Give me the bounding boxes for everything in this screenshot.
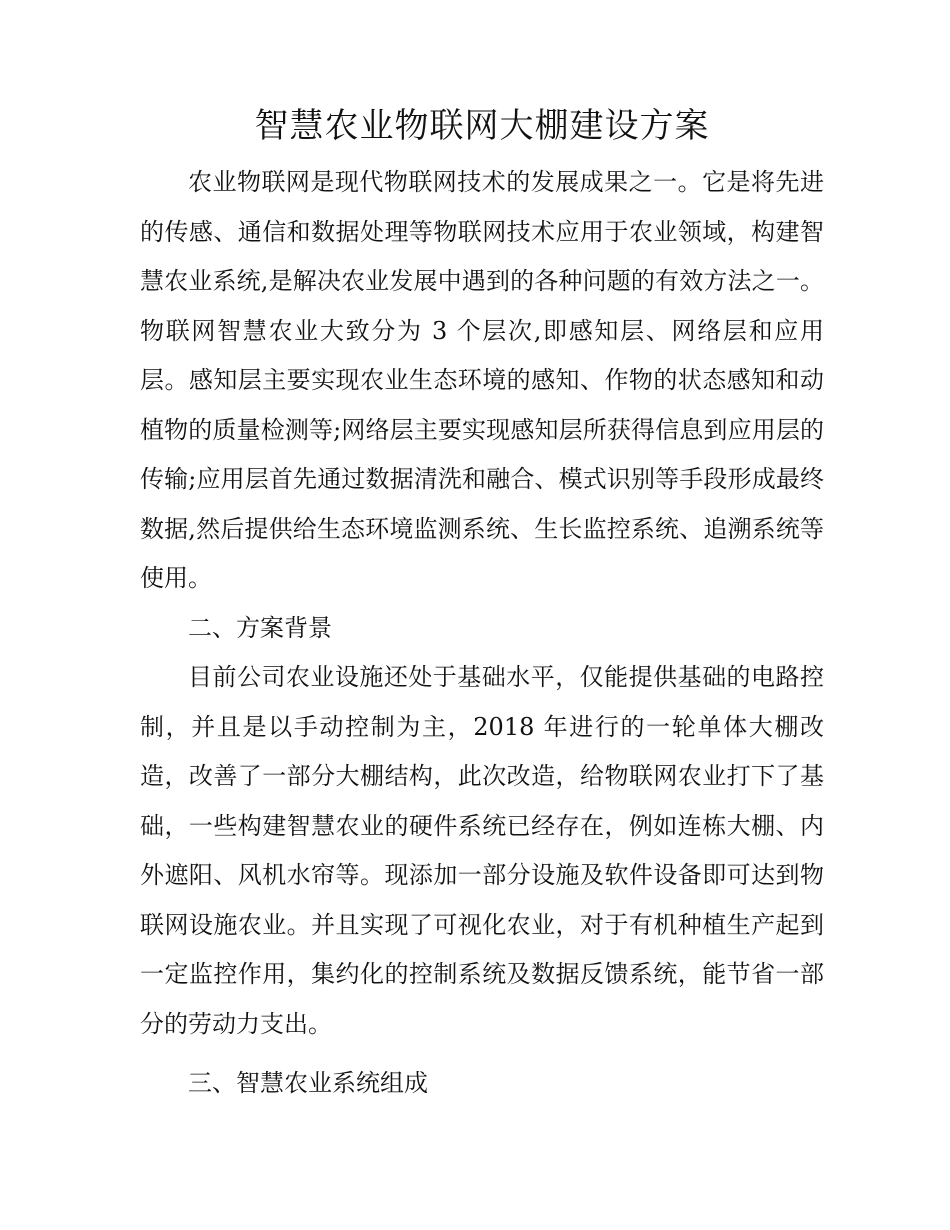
section-heading-background: 二、方案背景 xyxy=(188,613,332,642)
intro-paragraph: 农业物联网是现代物联网技术的发展成果之一。它是将先进的传感、通信和数据处理等物联网技术应用于农业领域，构建智慧农业系统,是解决农业发展中遇到的各种问题的有效方法之一。物联网智慧农业大致分为 3 个层次,即感知层、网络层和应用层。感知层主要实现农业生态环境的感知、作物的状态感知和动植物的质量检测等;网络层主要实现感知层所获得信息到应用层的传输;应用层首先通过数据清洗和融合、模式识别等手段形成最终数据,然后提供给生态环境监测系统、生长监控系统、追溯系统等使用。 xyxy=(140,168,824,592)
background-paragraph: 目前公司农业设施还处于基础水平，仅能提供基础的电路控制，并且是以手动控制为主，2018 年进行的一轮单体大棚改造，改善了一部分大棚结构，此次改造，给物联网农业打下了基础，一些构建智慧农业的硬件系统已经存在，例如连栋大棚、内外遮阳、风机水帘等。现添加一部分设施及软件设备即可达到物联网设施农业。并且实现了可视化农业，对于有机种植生产起到一定监控作用，集约化的控制系统及数据反馈系统，能节省一部分的劳动力支出。 xyxy=(140,663,824,1038)
document-title: 智慧农业物联网大棚建设方案 xyxy=(254,106,710,146)
document-page xyxy=(140,100,824,1109)
section-heading-system-composition: 三、智慧农业系统组成 xyxy=(188,1069,428,1097)
